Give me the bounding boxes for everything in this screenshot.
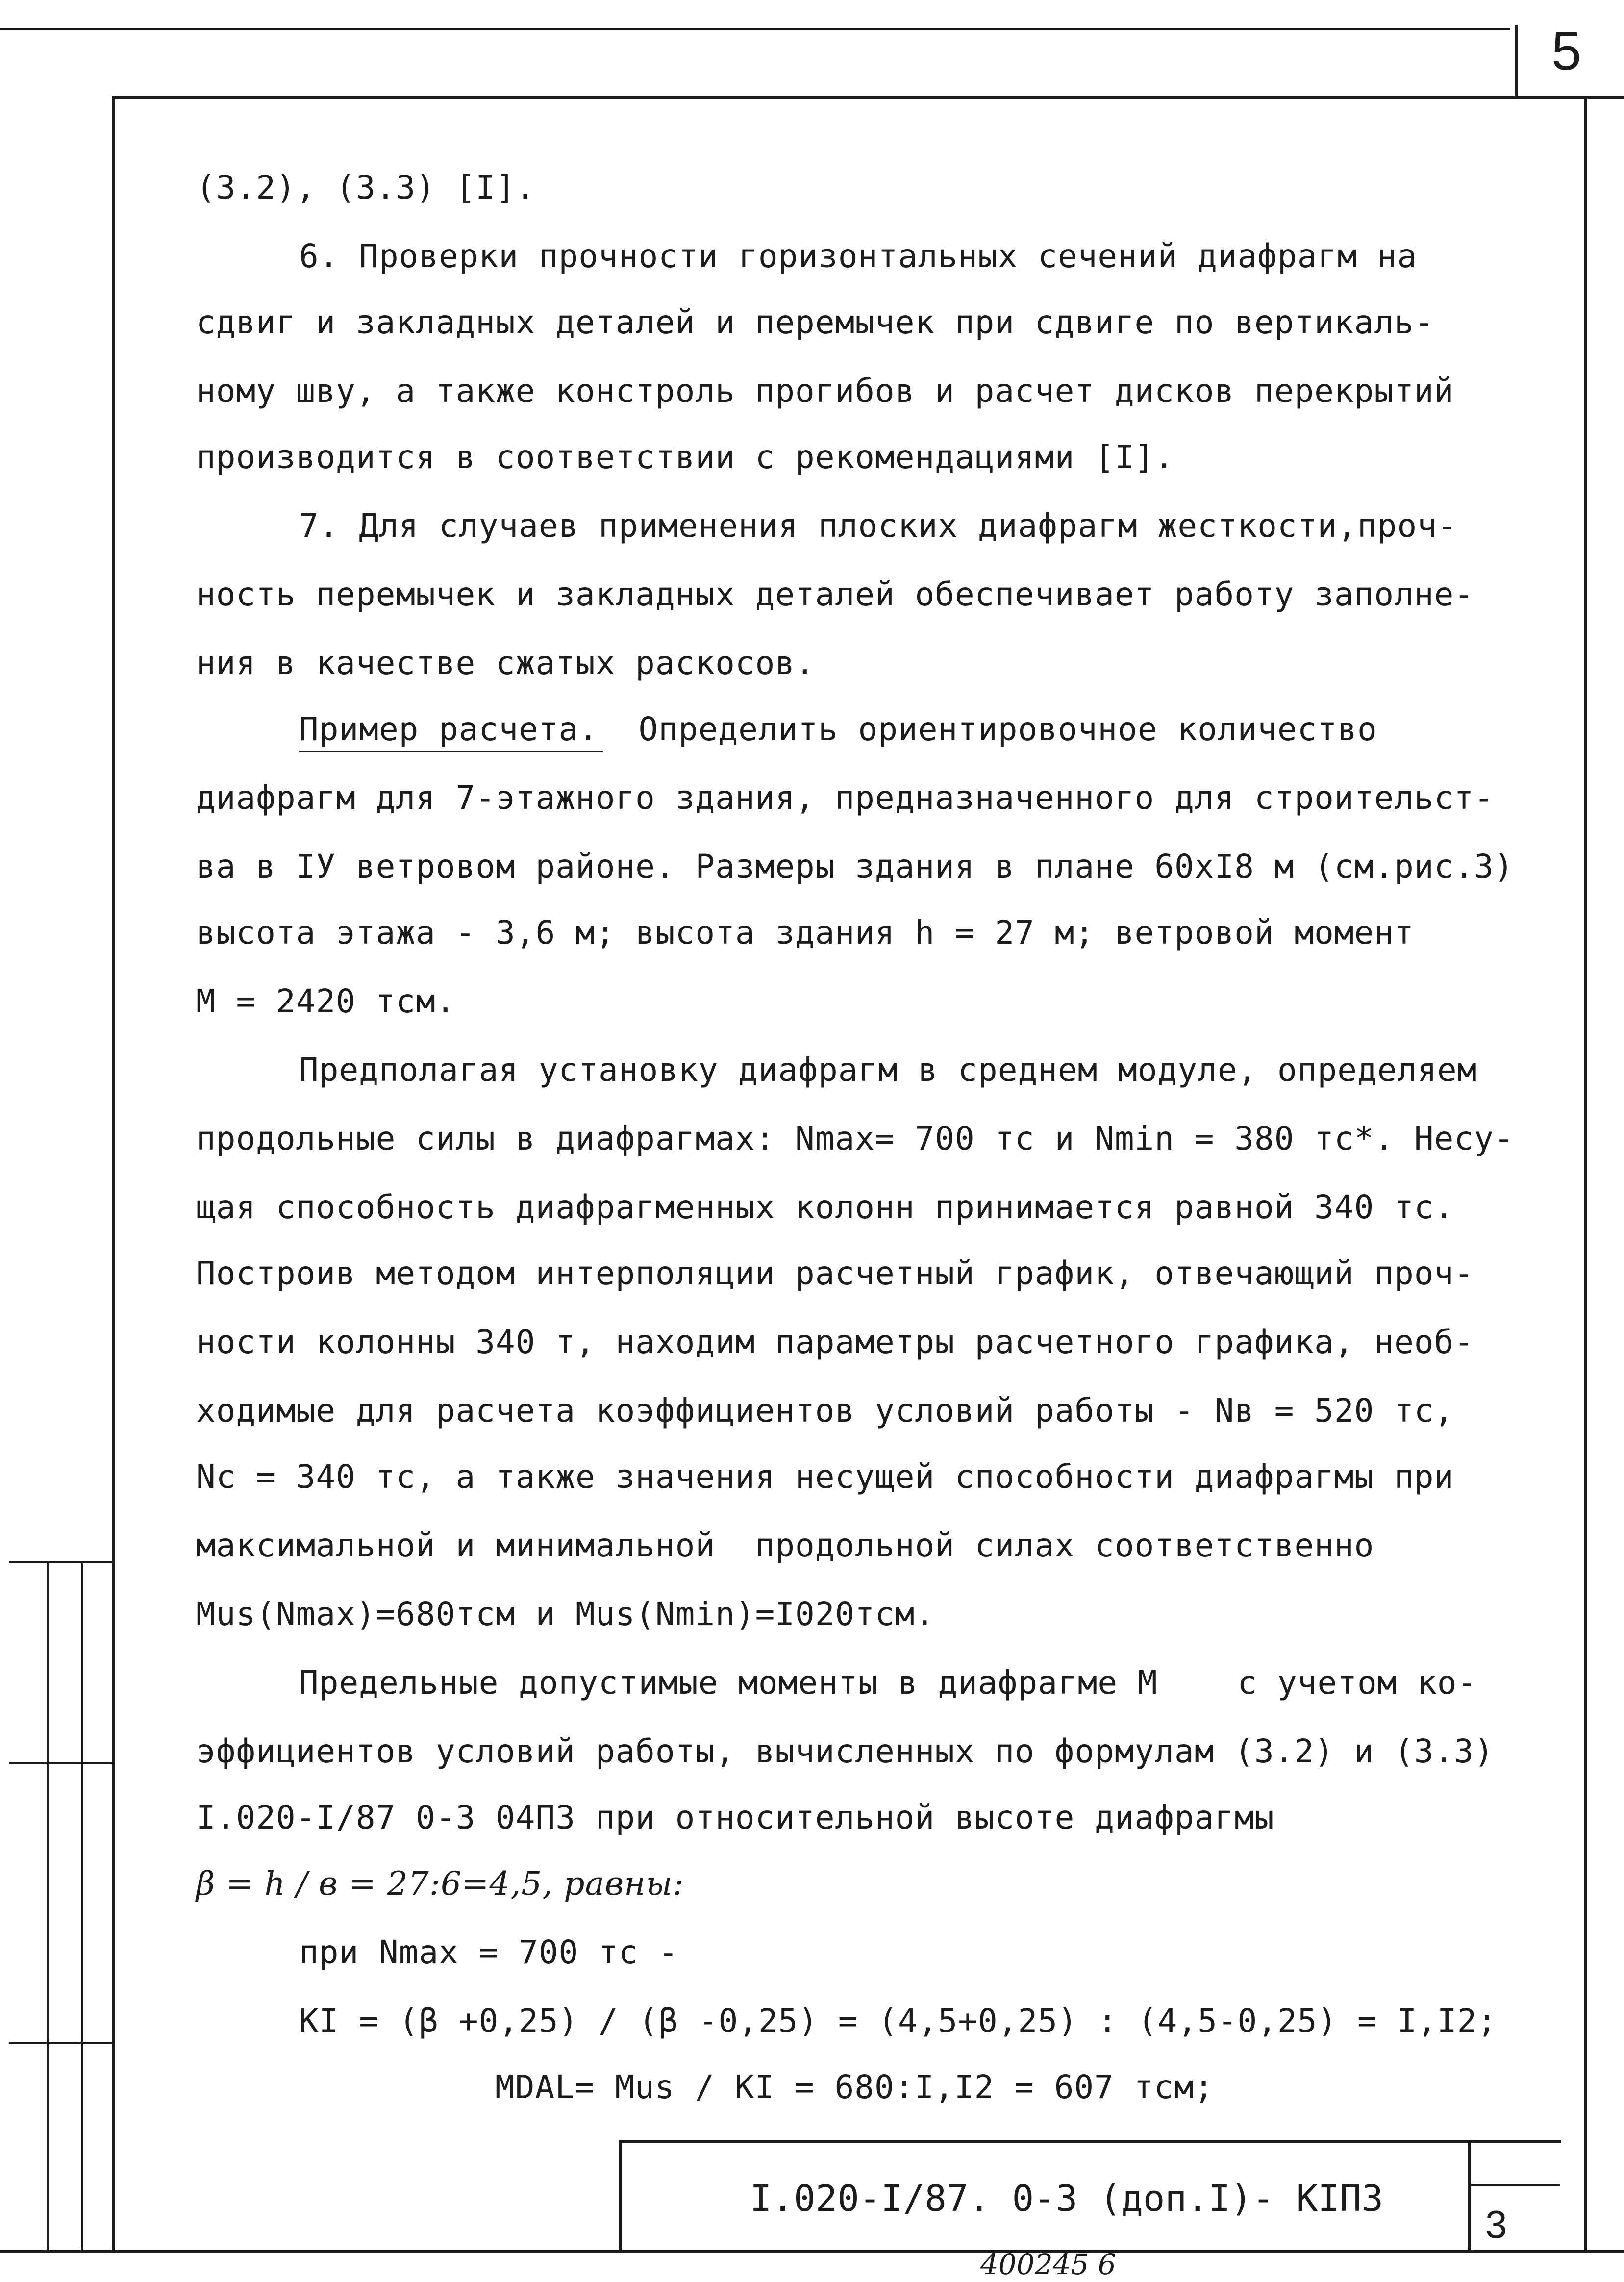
sheet-cell-rule <box>1470 2184 1560 2186</box>
text-line-25: I.020-I/87 0-3 04ПЗ при относительной высоте диафрагмы <box>196 1799 1274 1836</box>
text-line-19: ходимые для расчета коэффициентов условий работы - Nв = 520 тс, <box>196 1392 1454 1429</box>
frame-bottom <box>0 2250 1624 2253</box>
text-line-9: Пример расчета. Определить ориентировочное количество <box>299 710 1377 748</box>
text-line-8: ния в качестве сжатых раскосов. <box>196 644 815 682</box>
top-rule <box>0 28 1510 30</box>
margin-vertical-1 <box>47 1561 49 2250</box>
text-line-29: MDAL= Mus / KI = 680:I,I2 = 607 тсм; <box>495 2068 1214 2106</box>
frame-right <box>1584 96 1587 2253</box>
text-line-4: ному шву, а также констроль прогибов и расчет дисков перекрытий <box>196 372 1454 410</box>
text-line-24: эффициентов условий работы, вычисленных по формулам (3.2) и (3.3) <box>196 1732 1494 1770</box>
text-line-13: M = 2420 тсм. <box>196 982 456 1020</box>
text-line-28: KI = (β +0,25) / (β -0,25) = (4,5+0,25) : (4,5-0,25) = I,I2; <box>299 2002 1498 2040</box>
page-number: 5 <box>1551 21 1582 81</box>
sheet-number: 3 <box>1485 2203 1507 2246</box>
text-line-16: щая способность диафрагменных колонн принимается равной 340 тс. <box>196 1188 1454 1226</box>
text-line-21: максимальной и минимальной продольной силах соответственно <box>196 1527 1374 1564</box>
page-number-divider <box>1515 25 1518 96</box>
text-line-2: 6. Проверки прочности горизонтальных сечений диафрагм на <box>299 237 1418 275</box>
text-line-27: при Nmax = 700 тс - <box>299 1933 678 1971</box>
margin-line-2 <box>9 1762 112 1764</box>
margin-vertical-2 <box>81 1561 83 2250</box>
text-line-23: Предельные допустимые моменты в диафрагме M с учетом ко- <box>299 1664 1477 1702</box>
text-line-11: ва в IУ ветровом районе. Размеры здания в плане 60хI8 м (см.рис.3) <box>196 848 1514 885</box>
margin-line-1 <box>9 1561 112 1563</box>
document-designation: I.020-I/87. 0-3 (доп.I)- КIПЗ <box>750 2178 1384 2220</box>
text-line-7: ность перемычек и закладных деталей обеспечивает работу заполне- <box>196 576 1474 613</box>
frame-top <box>112 96 1624 99</box>
text-line-18: ности колонны 340 т, находим параметры расчетного графика, необ- <box>196 1323 1474 1361</box>
text-line-12: высота этажа - 3,6 м; высота здания h = 27 м; ветровой момент <box>196 914 1414 952</box>
text-line-22: Mus(Nmax)=680тсм и Mus(Nmin)=I020тсм. <box>196 1595 935 1633</box>
frame-left <box>112 96 115 2253</box>
title-block-top <box>620 2140 1561 2143</box>
text-line-17: Построив методом интерполяции расчетный график, отвечающий проч- <box>196 1254 1474 1292</box>
title-block-divider <box>1468 2140 1471 2252</box>
text-line-14: Предполагая установку диафрагм в среднем модуле, определяем <box>299 1051 1477 1089</box>
archive-number: 400245 6 <box>980 2248 1116 2281</box>
text-line-3: сдвиг и закладных деталей и перемычек при сдвиге по вертикаль- <box>196 303 1434 341</box>
margin-line-3 <box>9 2042 112 2044</box>
text-line-20: Nc = 340 тс, а также значения несущей способности диафрагмы при <box>196 1458 1454 1496</box>
title-block-left <box>619 2140 622 2252</box>
text-line-26: β = h / в = 27:6=4,5, равны: <box>196 1865 684 1903</box>
text-line-6: 7. Для случаев применения плоских диафрагм жесткости,проч- <box>299 507 1457 545</box>
text-line-15: продольные силы в диафрагмах: Nmax= 700 тс и Nmin = 380 тс*. Несу- <box>196 1120 1514 1157</box>
text-line-10: диафрагм для 7-этажного здания, предназначенного для строительст- <box>196 779 1494 817</box>
text-line-5: производится в соответствии с рекомендациями [I]. <box>196 438 1175 476</box>
text-line-1: (3.2), (3.3) [I]. <box>196 169 536 206</box>
example-underline <box>299 751 603 752</box>
